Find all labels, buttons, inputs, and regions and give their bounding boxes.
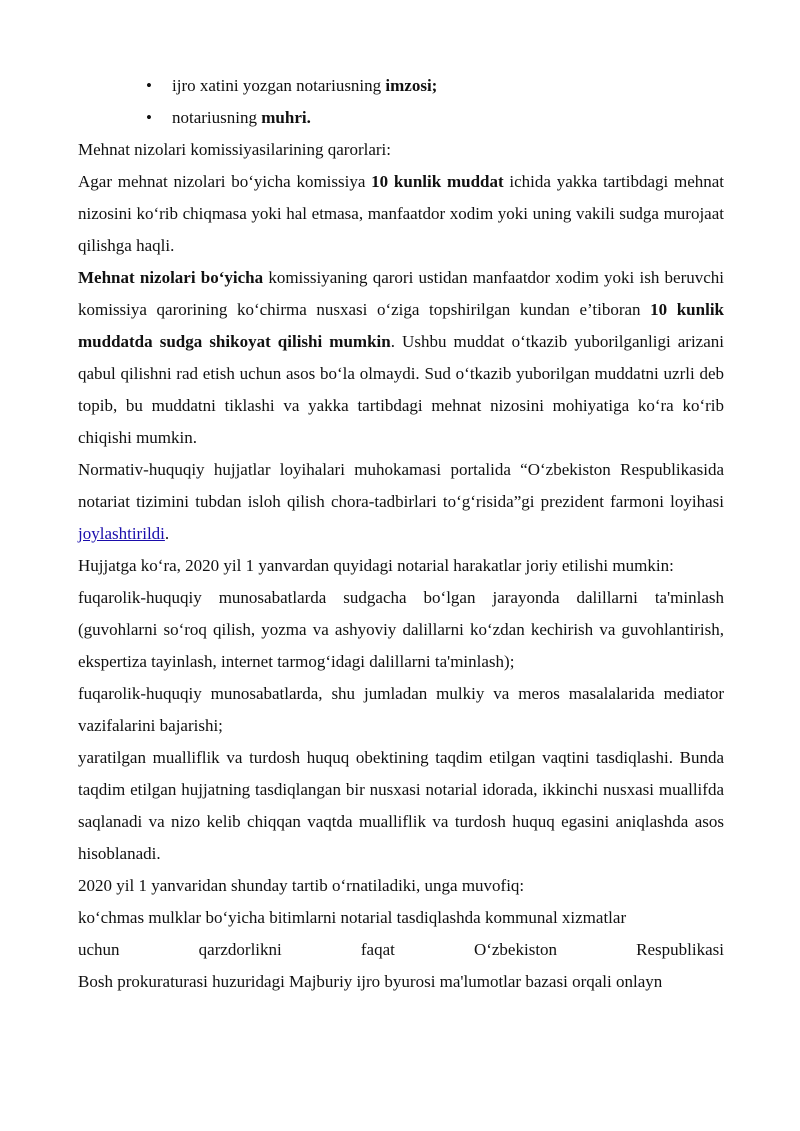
paragraph-10-day-term: Agar mehnat nizolari bo‘yicha komissiya 10 kunlik muddat ichida yakka tartibdagi mehnat nizosini ko‘rib chiqmasa yoki hal etmasa, manfaatdor xodim yoki uning vakili sudga murojaat qilishga haqli. [78, 172, 725, 255]
bullet-item-seal: • notariusning muhri. [146, 102, 724, 134]
real-estate-line-3: Bosh prokuraturasi huzuridagi Majburiy ijro byurosi ma'lumotlar bazasi orqali onlayn [78, 972, 663, 991]
paragraph-evidence-securing: fuqarolik-huquqiy munosabatlarda sudgacha bo‘lgan jarayonda dalillarni ta'minlash (guvohlarni so‘roq qilish, yozma va ashyoviy dalillarni ko‘zdan kechirish va guvohlantirish, ekspertiza tayinlash, internet tarmog‘idagi dalillarni ta'minlash); [78, 588, 724, 671]
bullet-item-signature: • ijro xatini yozgan notariusning imzosi; [146, 70, 724, 102]
real-estate-line-2: uchun qarzdorlikni faqat O‘zbekiston Respublikasi [78, 940, 724, 959]
paragraph-decree-draft: Normativ-huquqiy hujjatlar loyihalari muhokamasi portalida “O‘zbekiston Respublikasida notariat tizimini tubdan isloh qilish chora-tadbirlari to‘g‘risida”gi prezident farmoni loyihasi joylashtirildi. [78, 460, 724, 543]
joylashtirildi-link[interactable]: joylashtirildi [78, 524, 165, 543]
paragraph-commission-decisions-heading: Mehnat nizolari komissiyasilarining qarorlari: [78, 140, 392, 159]
paragraph-copyright-time: yaratilgan mualliflik va turdosh huquq obektining taqdim etilgan vaqtini tasdiqlashi. Bunda taqdim etilgan hujjatning tasdiqlangan bir nusxasi notarial idorada, ikkinchi nusxasi muallifda saqlanadi va nizo kelib chiqqan vaqtda mualliflik va turdosh huquq egasini aniqlashda asos hisoblanadi. [78, 748, 724, 863]
paragraph-notarial-actions-intro: Hujjatga ko‘ra, 2020 yil 1 yanvardan quyidagi notarial harakatlar joriy etilishi mumkin: [78, 556, 674, 575]
real-estate-line-1: ko‘chmas mulklar bo‘yicha bitimlarni notarial tasdiqlashda kommunal xizmatlar [78, 908, 627, 927]
paragraph-appeal: Mehnat nizolari bo‘yicha komissiyaning qarori ustidan manfaatdor xodim yoki ish beruvchi komissiya qarorining ko‘chirma nusxasi o‘ziga topshirilgan kundan e’tiboran 10 kunlik muddatda sudga shikoyat qilishi mumkin. Ushbu muddat o‘tkazib yuborilganligi arizani qabul qilishni rad etish uchun asos bo‘la olmaydi. Sud o‘tkazib yuborilgan muddatni uzrli deb topib, bu muddatni tiklashi va yakka tartibdagi mehnat nizosini mohiyatiga ko‘ra ko‘rib chiqishi mumkin. [78, 268, 724, 447]
bullet-list [78, 70, 724, 134]
document-page [78, 70, 724, 998]
paragraph-order-intro: 2020 yil 1 yanvaridan shunday tartib o‘rnatiladiki, unga muvofiq: [78, 876, 525, 895]
paragraph-real-estate [78, 902, 724, 998]
paragraph-mediator: fuqarolik-huquqiy munosabatlarda, shu jumladan mulkiy va meros masalalarida mediator vazifalarini bajarishi; [78, 684, 724, 735]
